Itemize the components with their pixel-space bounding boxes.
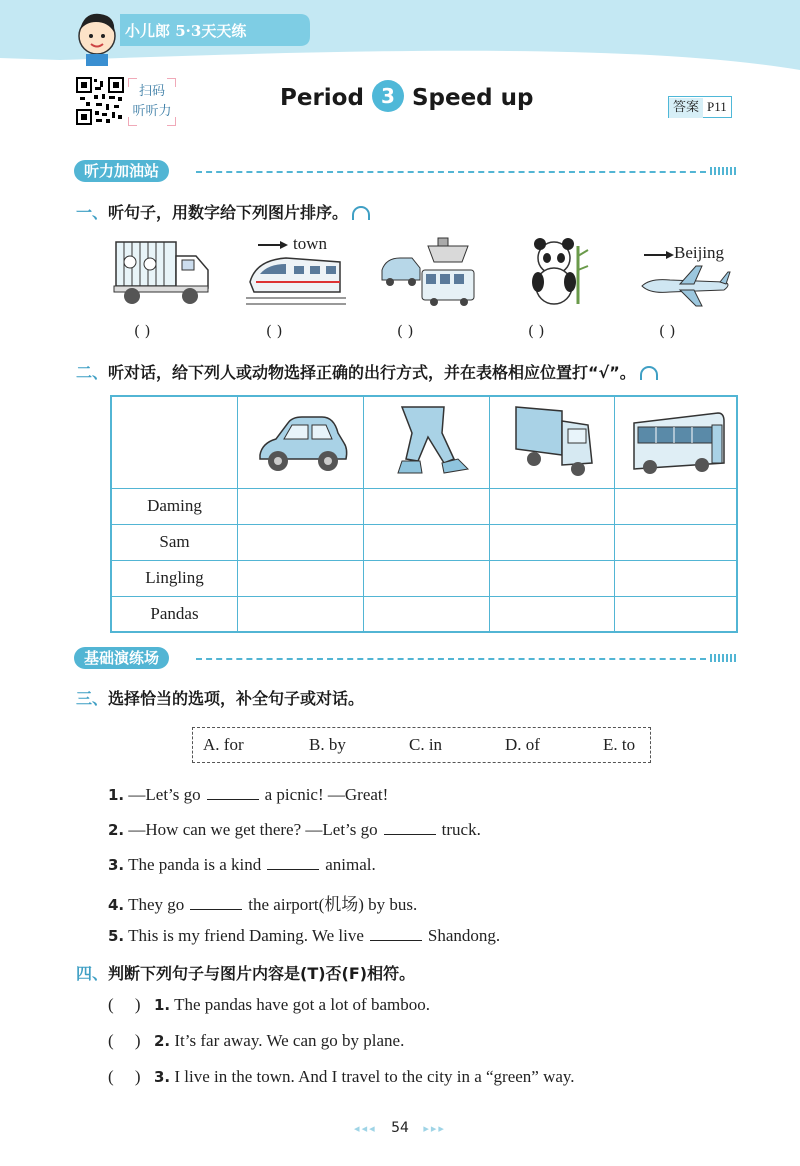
options-box bbox=[192, 727, 651, 763]
question-1-index: 一、 bbox=[76, 203, 109, 222]
question-4-index: 四、 bbox=[76, 964, 109, 983]
panda-bamboo-picture bbox=[520, 236, 590, 308]
qr-label-line1: 扫码 bbox=[138, 84, 165, 99]
blank-2[interactable] bbox=[384, 834, 436, 835]
mascot-boy-icon bbox=[72, 8, 122, 66]
option-b: B. by bbox=[309, 735, 346, 754]
fill-item-4: 4. They go the airport(机场) by bus. bbox=[108, 895, 418, 914]
judge-item-3: ( ) 3. I live in the town. And I travel to the city in a “green” way. bbox=[108, 1067, 575, 1086]
qr-code-icon[interactable] bbox=[76, 77, 124, 125]
section-divider bbox=[196, 658, 706, 660]
headphones-icon[interactable] bbox=[352, 206, 370, 220]
page-number: 54 bbox=[391, 1120, 409, 1136]
car-ship-bus-picture bbox=[378, 236, 478, 308]
train-caption: town bbox=[293, 234, 327, 253]
question-4-heading bbox=[76, 961, 415, 984]
car-icon bbox=[252, 403, 352, 483]
question-2-text: 听对话，给下列人或动物选择正确的出行方式，并在表格相应位置打“√”。 bbox=[108, 363, 636, 382]
section-divider-end bbox=[710, 654, 736, 662]
qr-label-line2: 听听力 bbox=[132, 104, 172, 119]
footer-right-arrows: ▸▸▸ bbox=[423, 1122, 446, 1135]
page-title bbox=[280, 82, 534, 114]
option-a: A. for bbox=[203, 735, 244, 754]
answer-paren-4[interactable]: ( ) bbox=[528, 322, 545, 340]
transport-table bbox=[110, 395, 738, 633]
section-tab-basic: 基础演练场 bbox=[74, 647, 169, 669]
answer-paren-3[interactable]: ( ) bbox=[397, 322, 414, 340]
brand-name: 小儿郎 bbox=[125, 22, 171, 40]
answer-page: P11 bbox=[707, 99, 727, 114]
footer-left-arrows: ◂◂◂ bbox=[354, 1122, 377, 1135]
question-1-heading bbox=[76, 200, 370, 223]
section-tab-listening: 听力加油站 bbox=[74, 160, 169, 182]
truck-icon bbox=[512, 403, 596, 483]
section-divider bbox=[196, 171, 706, 173]
fill-item-3: 3. The panda is a kind animal. bbox=[108, 855, 376, 874]
question-2-index: 二、 bbox=[76, 363, 109, 382]
airplane-picture bbox=[640, 262, 732, 310]
plane-caption: Beijing bbox=[674, 243, 725, 262]
blank-5[interactable] bbox=[370, 940, 422, 941]
brand bbox=[125, 20, 246, 41]
question-4-text: 判断下列句子与图片内容是(T)否(F)相符。 bbox=[108, 964, 416, 983]
question-3-index: 三、 bbox=[76, 689, 109, 708]
judge-paren-1[interactable]: ( ) bbox=[108, 995, 141, 1014]
judge-paren-2[interactable]: ( ) bbox=[108, 1031, 141, 1050]
answer-paren-1[interactable]: ( ) bbox=[134, 322, 151, 340]
row-label-pandas: Pandas bbox=[150, 604, 199, 623]
judge-item-1: ( ) 1. The pandas have got a lot of bamboo. bbox=[108, 995, 430, 1014]
question-1-text: 听句子，用数字给下列图片排序。 bbox=[108, 203, 349, 222]
period-number-badge: 3 bbox=[372, 80, 404, 112]
bus-icon bbox=[628, 403, 728, 483]
question-3-text: 选择恰当的选项，补全句子或对话。 bbox=[108, 689, 365, 708]
headphones-icon[interactable] bbox=[640, 366, 658, 380]
arrow-right-icon bbox=[258, 240, 288, 250]
blank-1[interactable] bbox=[207, 799, 259, 800]
row-label-sam: Sam bbox=[159, 532, 190, 551]
question-2-heading bbox=[76, 360, 658, 383]
fill-item-2: 2. —How can we get there? —Let’s go truck. bbox=[108, 820, 481, 839]
walking-legs-icon bbox=[382, 403, 472, 483]
row-label-lingling: Lingling bbox=[145, 568, 204, 587]
blank-4[interactable] bbox=[190, 909, 242, 910]
option-c: C. in bbox=[409, 735, 443, 754]
option-d: D. of bbox=[505, 735, 540, 754]
qr-label bbox=[128, 78, 176, 126]
fill-item-1: 1. —Let’s go a picnic! —Great! bbox=[108, 785, 389, 804]
truck-with-pandas-picture bbox=[112, 236, 212, 308]
title-right: Speed up bbox=[411, 85, 534, 111]
option-e: E. to bbox=[603, 735, 636, 754]
row-label-daming: Daming bbox=[147, 496, 202, 515]
brand-series: 5·3天天练 bbox=[175, 22, 247, 40]
answer-label: 答案 bbox=[669, 98, 703, 118]
fill-item-5: 5. This is my friend Daming. We live Shandong. bbox=[108, 926, 501, 945]
question-3-heading bbox=[76, 686, 364, 709]
blank-3[interactable] bbox=[267, 869, 319, 870]
answer-reference[interactable] bbox=[668, 96, 732, 118]
judge-item-2: ( ) 2. It’s far away. We can go by plane. bbox=[108, 1031, 405, 1050]
arrow-right-icon bbox=[644, 250, 674, 260]
section-divider-end bbox=[710, 167, 736, 175]
judge-paren-3[interactable]: ( ) bbox=[108, 1067, 141, 1086]
answer-paren-2[interactable]: ( ) bbox=[266, 322, 283, 340]
title-left: Period bbox=[280, 85, 364, 111]
page-footer bbox=[0, 1120, 800, 1136]
answer-paren-5[interactable]: ( ) bbox=[659, 322, 676, 340]
